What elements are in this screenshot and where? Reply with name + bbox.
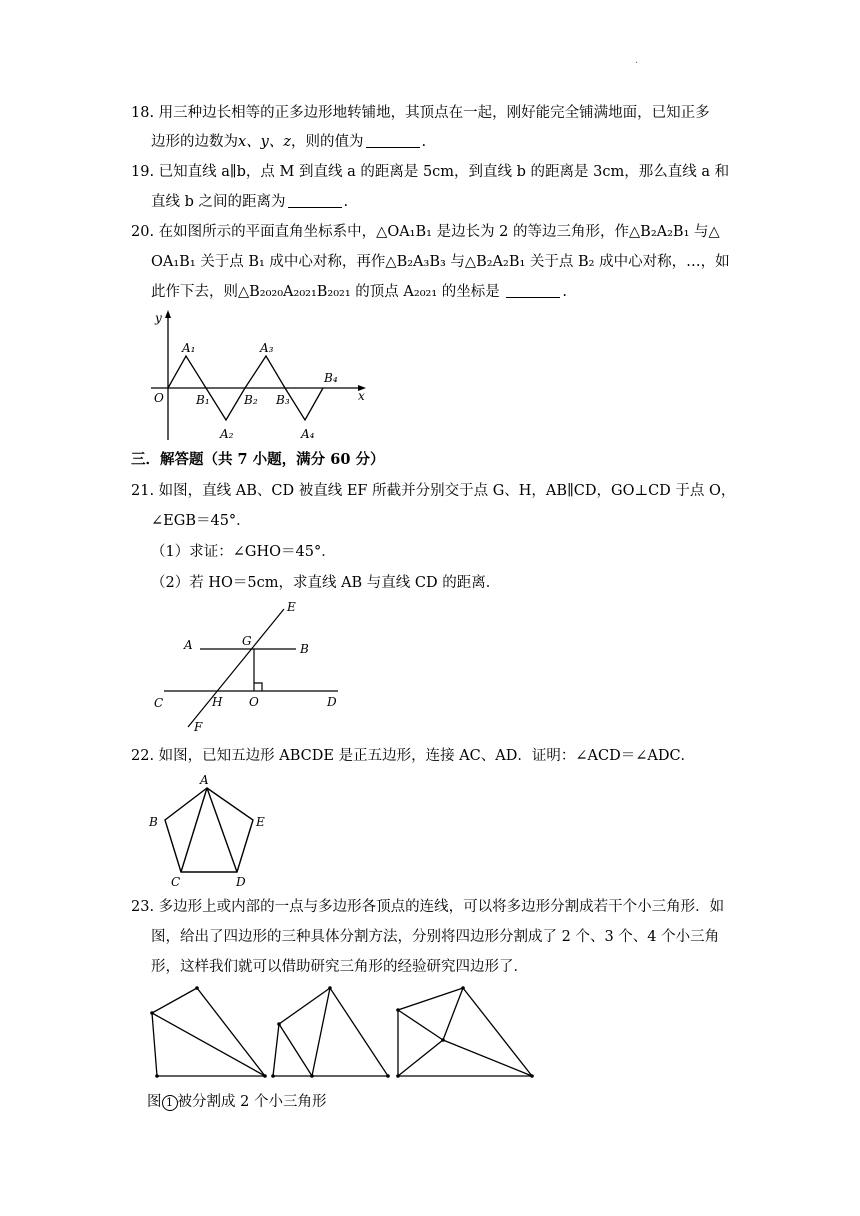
fig23-quad-1 [152,988,265,1076]
figure-20 [148,308,373,443]
q18-text2b: ，则 [291,134,321,150]
fig23-quad-3-line-b [443,988,463,1040]
fig21-label-b: B [300,642,309,656]
fig21-label-o: O [249,695,259,709]
caption-prefix: 图 [147,1094,162,1110]
fig21-label-e: E [287,600,296,614]
q20-blank[interactable] [506,282,560,298]
header-mark: · [635,58,639,69]
fig21-right-angle [254,683,262,691]
fig21-label-g: G [242,634,252,648]
q22-line1 [131,745,695,767]
q18-end: . [421,134,427,150]
q21-sub1: （1）求证：∠GHO＝45°． [151,544,336,560]
fig21-label-d: D [327,695,337,709]
figure-23 [145,982,540,1082]
fig22-label-a: A [200,773,209,787]
fig22-label-c: C [171,875,181,889]
fig23-quad-2 [273,988,388,1076]
q19-blank[interactable] [288,192,342,208]
q18-text2c: 的值为 [320,134,364,150]
q22-number: 22. [131,748,155,764]
q19-end: . [343,194,349,210]
fig22-label-d: D [236,875,246,889]
q23-text1: 多边形上或内部的一点与多边形各顶点的连线，可以将多边形分割成若干个小三角形．如 [158,899,725,915]
fig23-quad-3-line-a [398,1010,443,1040]
q20-line2 [151,251,730,273]
q21-text1: 如图，直线 AB、CD 被直线 EF 所截并分别交于点 G、H，AB∥CD，GO⊥CD 于点 O， [158,483,736,499]
fig23-quad-2-line-a [279,1024,312,1076]
fig20-label-b4: B₄ [324,371,338,385]
q18-number: 18. [131,105,155,121]
q20-line3 [151,281,567,303]
fig20-label-x: x [358,389,365,403]
q18-vars: x、y、z [238,134,292,150]
fig20-label-a1: A₁ [182,341,196,355]
q18-text1: 用三种边长相等的正多边形地转铺地，其顶点在一起，刚好能完全铺满地面，已知正多 [158,105,710,121]
figure-23-caption [147,1090,326,1111]
q20-text1: 在如图所示的平面直角坐标系中，△OA₁B₁ 是边长为 2 的等边三角形，作△B₂A₂B₁ 与△ [158,224,720,240]
q19-number: 19. [131,164,155,180]
caption-circled-number: 1 [162,1095,178,1111]
q18-line1 [131,102,710,124]
figure-21 [150,597,350,737]
fig22-label-b: B [149,815,158,829]
section-3-heading: 三．解答题（共 7 小题，满分 60 分） [131,451,385,468]
fig20-label-b3: B₃ [276,393,290,407]
fig23-quad-1-diagonal [152,1013,265,1076]
q20-end: . [562,284,567,300]
q21-sub2: （2）若 HO＝5cm，求直线 AB 与直线 CD 的距离． [151,575,501,591]
q22-text1: 如图，已知五边形 ABCDE 是正五边形，连接 AC、AD．证明：∠ACD＝∠ADC． [158,748,696,764]
figure-22 [145,772,275,890]
fig23-quad-3-line-c [398,1040,443,1076]
fig22-pentagon [165,788,253,872]
fig20-label-b2: B₂ [244,393,258,407]
q23-line2: 图，给出了四边形的三种具体分割方法，分别将四边形分割成了 2 个、3 个、4 个小三角 [151,929,720,945]
q20-text3a: 此作下去，则△B₂₀₂₀A₂₀₂₁B₂₀₂₁ 的顶点 A₂₀₂₁ 的坐标是 [151,284,500,300]
q19-text2a: 直线 b 之间的距离为 [151,194,286,210]
q20-line1 [131,221,720,243]
q19-text1: 已知直线 a∥b，点 M 到直线 a 的距离是 5cm，到直线 b 的距离是 3cm，那么直线 a 和 [158,164,730,180]
fig20-y-arrow [165,310,171,318]
fig20-label-y: y [155,311,162,325]
q21-line1 [131,480,735,502]
q20-text2: OA₁B₁ 关于点 B₁ 成中心对称，再作△B₂A₃B₃ 与△B₂A₂B₁ 关于点 B₂ 成中心对称，…，如 [151,254,730,270]
fig21-label-a: A [184,638,193,652]
fig20-label-a4: A₄ [301,427,315,441]
q21-line2: ∠EGB＝45°． [151,513,251,529]
fig23-quad-2-line-b [312,988,330,1076]
fig21-label-f: F [194,720,203,734]
fig21-line-ef [188,609,284,727]
q20-number: 20. [131,224,155,240]
q18-blank[interactable] [366,132,420,148]
q18-text2a: 边形的边数为 [151,134,238,150]
fig21-label-c: C [154,696,164,710]
q23-line3: 形，这样我们就可以借助研究三角形的经验研究四边形了． [151,959,528,975]
q23-line1 [131,896,724,918]
fig20-label-o: O [154,391,164,405]
q19-line2 [151,191,348,213]
q18-line2 [151,131,426,153]
q19-line1 [131,161,729,183]
fig22-diagonal-ad [207,788,237,872]
fig20-label-b1: B₁ [196,393,210,407]
fig22-label-e: E [256,815,265,829]
fig21-label-h: H [212,695,223,709]
caption-text: 被分割成 2 个小三角形 [177,1094,327,1110]
q23-number: 23. [131,899,155,915]
fig23-quad-3 [398,988,532,1076]
q21-number: 21. [131,483,155,499]
fig20-label-a2: A₂ [220,427,234,441]
fig22-diagonal-ac [181,788,207,872]
fig20-label-a3: A₃ [260,341,274,355]
